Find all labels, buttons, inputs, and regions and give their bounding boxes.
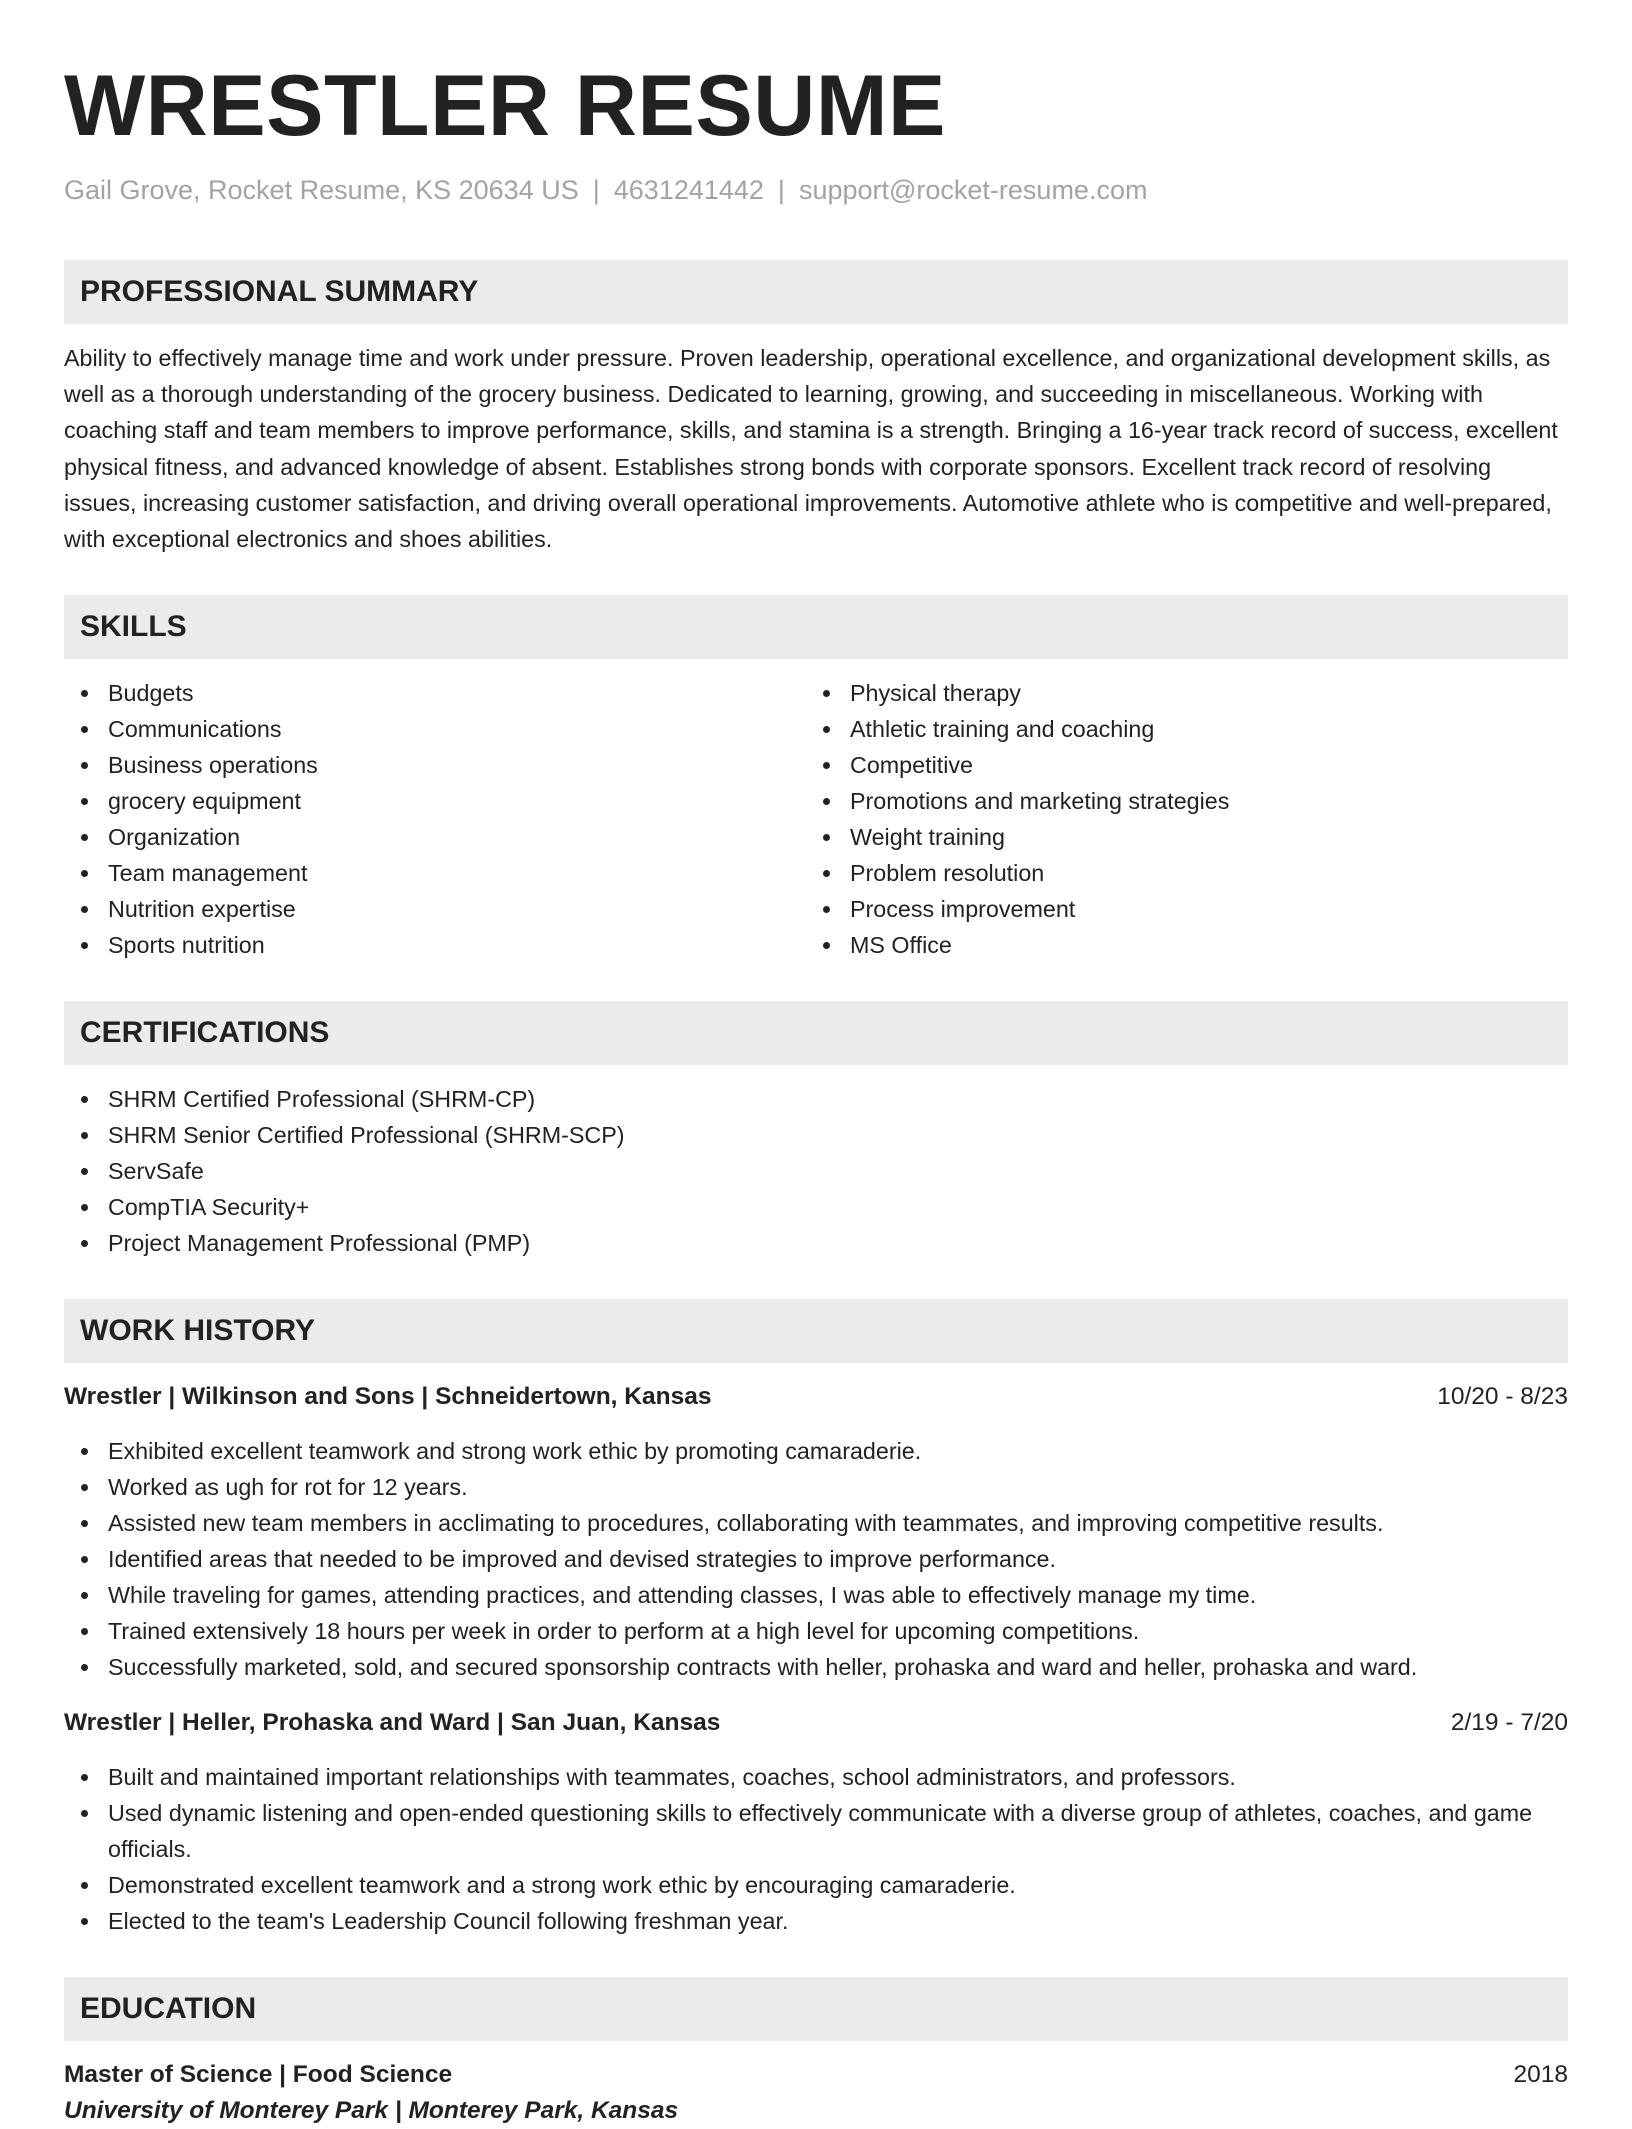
certification-item: CompTIA Security+ <box>64 1189 1568 1225</box>
skill-item: Weight training <box>806 819 1548 855</box>
skill-item: Sports nutrition <box>64 927 806 963</box>
job-bullet: Assisted new team members in acclimating to procedures, collaborating with teammates, and improving competitive results. <box>64 1505 1568 1541</box>
job-title: Wrestler | Heller, Prohaska and Ward | San Juan, Kansas <box>64 1709 721 1737</box>
skill-item: Competitive <box>806 747 1548 783</box>
work-history-heading: WORK HISTORY <box>64 1299 1568 1363</box>
skills-list <box>64 675 1568 963</box>
job-dates: 2/19 - 7/20 <box>1450 1709 1568 1737</box>
skills-column-right <box>806 675 1548 963</box>
contact-address: Gail Grove, Rocket Resume, KS 20634 US <box>64 175 579 205</box>
job-bullet: Built and maintained important relationships with teammates, coaches, school administrators, and professors. <box>64 1759 1568 1795</box>
job-bullet: Elected to the team's Leadership Council following freshman year. <box>64 1903 1568 1939</box>
education-heading: EDUCATION <box>64 1977 1568 2041</box>
summary-text: Ability to effectively manage time and work under pressure. Proven leadership, operational excellence, and organizational development skills, as well as a thorough understanding of the grocery business. Dedicated to learning, growing, and succeeding in miscellaneous. Working with coaching staff and team members to improve performance, skills, and stamina is a strength. Bringing a 16-year track record of success, excellent physical fitness, and advanced knowledge of absent. Establishes strong bonds with corporate sponsors. Excellent track record of resolving issues, increasing customer satisfaction, and driving overall operational improvements. Automotive athlete who is competitive and well-prepared, with exceptional electronics and shoes abilities. <box>64 345 1558 553</box>
job-dates: 10/20 - 8/23 <box>1437 1383 1568 1411</box>
education-year: 2018 <box>1513 2061 1568 2089</box>
skill-item: Nutrition expertise <box>64 891 806 927</box>
job-bullet: Trained extensively 18 hours per week in order to perform at a high level for upcoming competitions. <box>64 1613 1568 1649</box>
skill-item: MS Office <box>806 927 1548 963</box>
contact-phone: 4631241442 <box>613 175 764 205</box>
education-degree: Master of Science | Food Science <box>64 2061 453 2089</box>
certifications-heading: CERTIFICATIONS <box>64 1001 1568 1065</box>
resume-page <box>64 0 1568 2129</box>
job-header <box>64 1705 1568 1741</box>
certifications-list <box>64 1081 1568 1261</box>
skills-column-left <box>64 675 806 963</box>
certification-item: SHRM Certified Professional (SHRM-CP) <box>64 1081 1568 1117</box>
skill-item: Organization <box>64 819 806 855</box>
contact-separator: | <box>592 175 600 205</box>
skill-item: grocery equipment <box>64 783 806 819</box>
job-bullets <box>64 1759 1568 1939</box>
job-bullet: Successfully marketed, sold, and secured sponsorship contracts with heller, prohaska and ward and heller, prohaska and ward. <box>64 1649 1568 1685</box>
job-bullet: Demonstrated excellent teamwork and a strong work ethic by encouraging camaraderie. <box>64 1867 1568 1903</box>
job-bullet: Used dynamic listening and open-ended questioning skills to effectively communicate with a diverse group of athletes, coaches, and game officials. <box>64 1795 1568 1867</box>
job-bullet: While traveling for games, attending practices, and attending classes, I was able to effectively manage my time. <box>64 1577 1568 1613</box>
job-bullet: Exhibited excellent teamwork and strong work ethic by promoting camaraderie. <box>64 1433 1568 1469</box>
job-bullet: Worked as ugh for rot for 12 years. <box>64 1469 1568 1505</box>
skill-item: Problem resolution <box>806 855 1548 891</box>
job-header <box>64 1379 1568 1415</box>
contact-email: support@rocket-resume.com <box>798 175 1148 205</box>
skill-item: Physical therapy <box>806 675 1548 711</box>
skill-item: Process improvement <box>806 891 1548 927</box>
skill-item: Communications <box>64 711 806 747</box>
summary-heading: PROFESSIONAL SUMMARY <box>64 260 1568 324</box>
education-header <box>64 2057 1568 2093</box>
job-bullet: Identified areas that needed to be improved and devised strategies to improve performance. <box>64 1541 1568 1577</box>
skill-item: Budgets <box>64 675 806 711</box>
skill-item: Business operations <box>64 747 806 783</box>
contact-separator: | <box>777 175 785 205</box>
certification-item: Project Management Professional (PMP) <box>64 1225 1568 1261</box>
skills-heading: SKILLS <box>64 595 1568 659</box>
skill-item: Promotions and marketing strategies <box>806 783 1548 819</box>
skill-item: Athletic training and coaching <box>806 711 1548 747</box>
job-title: Wrestler | Wilkinson and Sons | Schneidertown, Kansas <box>64 1383 712 1411</box>
skill-item: Team management <box>64 855 806 891</box>
certification-item: SHRM Senior Certified Professional (SHRM-SCP) <box>64 1117 1568 1153</box>
certification-item: ServSafe <box>64 1153 1568 1189</box>
education-school: University of Monterey Park | Monterey Park, Kansas <box>64 2097 679 2125</box>
contact-line <box>64 172 1568 208</box>
resume-title: WRESTLER RESUME <box>64 58 946 154</box>
job-bullets <box>64 1433 1568 1685</box>
